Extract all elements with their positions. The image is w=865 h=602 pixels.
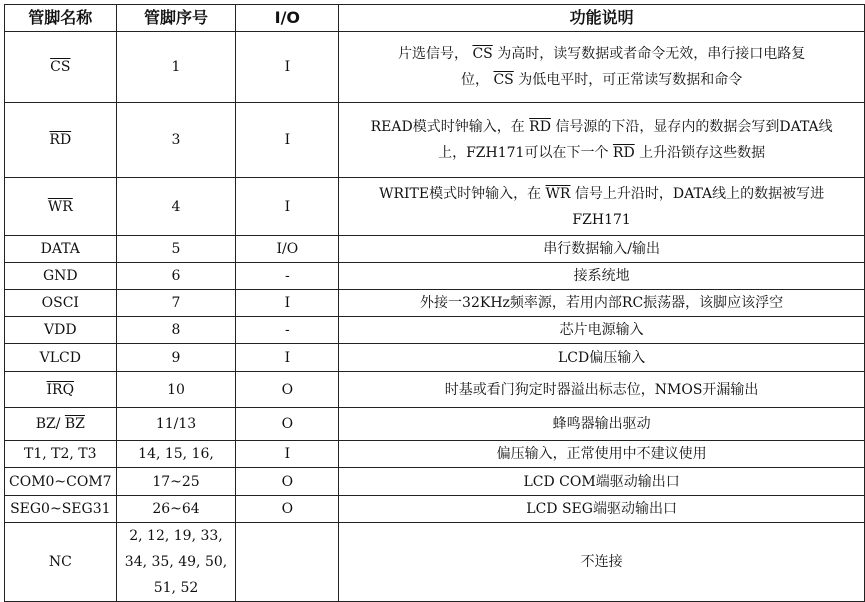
pin-name-cell xyxy=(5,441,117,468)
pin-name-cell xyxy=(5,236,117,263)
pin-description-cell: WRITE模式时钟输入，在 $\overline{WR}$ 信号上升沿时，DATA线上的数据被写进 FZH171 xyxy=(339,178,865,236)
pin-description-cell: 偏压输入，正常使用中不建议使用 xyxy=(339,441,865,468)
pin-io-cell: - xyxy=(236,317,339,344)
pin-description-cell: 片选信号， $\overline{CS}$ 为高时，读写数据或者命令无效，串行接口电路复 位， $\overline{CS}$ 为低电平时，可正常读写数据和命令 xyxy=(339,32,865,103)
pin-name-overline-text: $\overline{WR}$ xyxy=(47,198,73,215)
table-row xyxy=(5,178,865,236)
pin-description-cell: 芯片电源输入 xyxy=(339,317,865,344)
pin-name-cell xyxy=(5,178,117,236)
table-row xyxy=(5,372,865,408)
header-function: 功能说明 xyxy=(339,5,865,32)
table-row xyxy=(5,290,865,317)
table-row xyxy=(5,408,865,441)
table-row xyxy=(5,441,865,468)
pin-number-cell: 2, 12, 19, 33, 34, 35, 49, 50, 51, 52 xyxy=(116,523,236,602)
pin-io-cell: I xyxy=(236,344,339,372)
pin-description-cell: 不连接 xyxy=(339,523,865,602)
table-header-row xyxy=(5,5,865,32)
pin-io-cell: I/O xyxy=(236,236,339,263)
header-pin-number: 管脚序号 xyxy=(116,5,236,32)
pin-description-cell: 蜂鸣器输出驱动 xyxy=(339,408,865,441)
pin-number-cell: 6 xyxy=(116,263,236,290)
pin-description-cell: LCD偏压输入 xyxy=(339,344,865,372)
pin-description-cell: LCD COM端驱动输出口 xyxy=(339,468,865,496)
pin-function-table xyxy=(4,4,865,602)
header-io: I/O xyxy=(236,5,339,32)
pin-number-cell: 10 xyxy=(116,372,236,408)
pin-io-cell: I xyxy=(236,290,339,317)
pin-name-text: SEG0~SEG31 xyxy=(10,501,111,517)
pin-name-text: T1, T2, T3 xyxy=(24,446,97,462)
pin-name-text: VLCD xyxy=(39,349,81,366)
signal-overline-text: $\overline{WR}$ xyxy=(545,185,571,202)
pin-name-cell xyxy=(5,408,117,441)
pin-io-cell: O xyxy=(236,372,339,408)
pin-name-overline-text: $\overline{IRQ}$ xyxy=(46,381,75,398)
pin-name-text: NC xyxy=(48,554,72,570)
pin-name-cell xyxy=(5,468,117,496)
pin-name-text: OSCI xyxy=(41,295,79,311)
pin-number-cell: 14, 15, 16, xyxy=(116,441,236,468)
pin-name-overline-text: $\overline{CS}$ xyxy=(50,59,71,75)
pin-name-cell xyxy=(5,372,117,408)
pin-name-cell xyxy=(5,103,117,178)
pin-io-cell: I xyxy=(236,103,339,178)
pin-name-text: BZ/ xyxy=(35,416,65,432)
pin-name-text: GND xyxy=(42,268,78,284)
signal-overline-text: $\overline{RD}$ xyxy=(529,119,551,135)
pin-description-cell: READ模式时钟输入，在 $\overline{RD}$ 信号源的下沿，显存内的数据会写到DATA线 上，FZH171可以在下一个 $\overline{RD}$ 上升沿锁存这些数据 xyxy=(339,103,865,178)
pin-number-cell: 11/13 xyxy=(116,408,236,441)
pin-io-cell: I xyxy=(236,178,339,236)
pin-name-text: DATA xyxy=(40,241,80,257)
table-row xyxy=(5,236,865,263)
signal-overline-text: $\overline{CS}$ xyxy=(472,46,493,62)
table-row xyxy=(5,468,865,496)
table-row xyxy=(5,32,865,103)
table-row xyxy=(5,496,865,523)
pin-number-cell: 1 xyxy=(116,32,236,103)
pin-io-cell: I xyxy=(236,32,339,103)
header-pin-name: 管脚名称 xyxy=(5,5,117,32)
pin-description-cell: 外接一32KHz频率源，若用内部RC振荡器，该脚应该浮空 xyxy=(339,290,865,317)
pin-io-cell: I xyxy=(236,441,339,468)
pin-number-cell: 9 xyxy=(116,344,236,372)
pin-number-cell: 17~25 xyxy=(116,468,236,496)
pin-description-cell: 接系统地 xyxy=(339,263,865,290)
table-body xyxy=(5,32,865,602)
table-row xyxy=(5,263,865,290)
pin-name-text: COM0~COM7 xyxy=(9,473,112,490)
pin-name-overline-text: $\overline{RD}$ xyxy=(49,132,72,148)
pin-name-cell xyxy=(5,290,117,317)
pin-io-cell: O xyxy=(236,468,339,496)
pin-number-cell: 8 xyxy=(116,317,236,344)
pin-name-cell xyxy=(5,496,117,523)
pin-io-cell: - xyxy=(236,263,339,290)
signal-overline-text: $\overline{RD}$ xyxy=(612,145,635,161)
pin-number-cell: 5 xyxy=(116,236,236,263)
pin-io-cell: O xyxy=(236,496,339,523)
table-row xyxy=(5,523,865,602)
pin-name-cell xyxy=(5,523,117,602)
pin-number-cell: 7 xyxy=(116,290,236,317)
pin-description-cell: 串行数据输入/输出 xyxy=(339,236,865,263)
pin-number-cell: 4 xyxy=(116,178,236,236)
pin-name-overline-text: $\overline{BZ}$ xyxy=(64,416,85,432)
pin-name-cell xyxy=(5,263,117,290)
pin-name-cell xyxy=(5,317,117,344)
pin-name-cell xyxy=(5,32,117,103)
pin-io-cell: O xyxy=(236,408,339,441)
pin-name-text: VDD xyxy=(44,322,77,338)
pin-description-cell: LCD SEG端驱动输出口 xyxy=(339,496,865,523)
table-row xyxy=(5,103,865,178)
pin-name-cell xyxy=(5,344,117,372)
signal-overline-text: $\overline{CS}$ xyxy=(493,72,514,88)
pin-description-cell: 时基或看门狗定时器溢出标志位，NMOS开漏输出 xyxy=(339,372,865,408)
pin-number-cell: 3 xyxy=(116,103,236,178)
pin-number-cell: 26~64 xyxy=(116,496,236,523)
table-row xyxy=(5,317,865,344)
table-row xyxy=(5,344,865,372)
pin-io-cell xyxy=(236,523,339,602)
